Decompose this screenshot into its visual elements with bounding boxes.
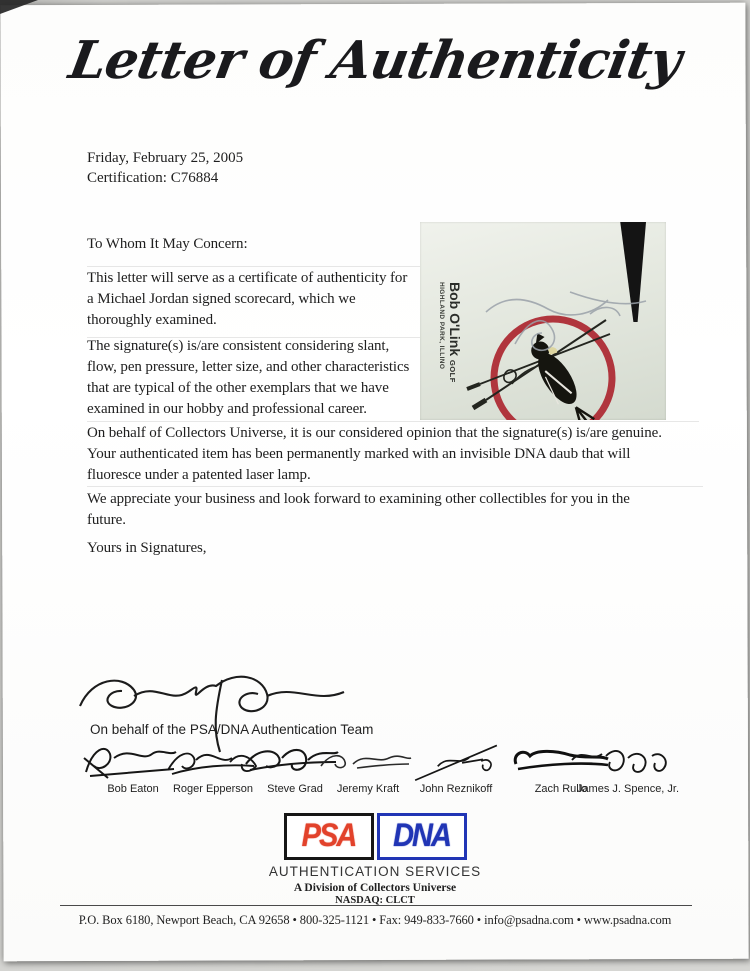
- psa-dna-logo: [0, 813, 750, 906]
- club-emblem-graphic: [420, 222, 666, 420]
- paragraph-2-line: The signature(s) is/are consistent considering slant,: [87, 338, 390, 354]
- dna-logo-text: DNA: [393, 818, 450, 854]
- signer-james-spence: [568, 742, 688, 795]
- paragraph-4-line: We appreciate your business and look forward to examining other collectibles for you in the: [87, 491, 630, 507]
- paragraph-4: [87, 489, 630, 531]
- salutation: To Whom It May Concern:: [87, 236, 248, 252]
- signer-name: Roger Epperson: [172, 783, 254, 795]
- club-golf-text: GOLF: [448, 360, 457, 383]
- paragraph-4-line: future.: [87, 512, 126, 528]
- club-location: HIGHLAND PARK, ILLINO: [438, 282, 445, 370]
- signer-john-reznikoff: [401, 742, 511, 795]
- paragraph-3: [87, 423, 662, 486]
- nasdaq-label: NASDAQ: CLCT: [335, 895, 415, 906]
- footer-divider: [60, 905, 692, 906]
- paragraph-2: [87, 336, 409, 420]
- signature-scribble: [401, 742, 511, 782]
- scan-streak: [87, 266, 439, 267]
- signer-name: Steve Grad: [267, 783, 323, 795]
- date-block: [87, 148, 243, 188]
- signer-name: Zach Rullo: [534, 783, 588, 795]
- signer-name: Bob Eaton: [107, 783, 159, 795]
- signer-name: Jeremy Kraft: [336, 783, 400, 795]
- paragraph-2-line: flow, pen pressure, letter size, and other characteristics: [87, 359, 410, 375]
- paragraph-1-line: This letter will serve as a certificate of authenticity for: [87, 270, 408, 286]
- certification-number: Certification: C76884: [87, 170, 219, 186]
- psa-logo-box: [284, 813, 374, 860]
- signer-name: James J. Spence, Jr.: [576, 783, 680, 795]
- footer-contact-line: P.O. Box 6180, Newport Beach, CA 92658 • 800-325-1121 • Fax: 949-833-7660 • info@psadna.com • www.psadna.com: [78, 913, 672, 927]
- scan-streak: [87, 421, 699, 422]
- paragraph-1-line: a Michael Jordan signed scorecard, which we: [87, 291, 356, 307]
- scan-streak: [87, 337, 443, 338]
- paragraph-3-line: Your authenticated item has been permanently marked with an invisible DNA daub that will: [87, 446, 631, 462]
- psa-logo-text: PSA: [301, 818, 356, 854]
- dna-logo-box: [377, 813, 467, 860]
- team-line: On behalf of the PSA/DNA Authentication Team: [90, 722, 374, 737]
- paragraph-3-line: On behalf of Collectors Universe, it is our considered opinion that the signature(s) is/are genuine.: [87, 425, 662, 441]
- paragraph-1: [87, 268, 407, 331]
- scan-streak: [87, 486, 703, 487]
- closing-line: Yours in Signatures,: [87, 540, 207, 556]
- logo-boxes: [284, 813, 467, 860]
- signature-scribble: [568, 742, 680, 782]
- scorecard-photo: [420, 222, 666, 420]
- club-name-text: Bob O'Link: [447, 282, 463, 357]
- signer-name: John Reznikoff: [419, 783, 493, 795]
- division-label: A Division of Collectors Universe: [293, 882, 457, 894]
- letter-date: Friday, February 25, 2005: [87, 150, 244, 166]
- paragraph-1-line: thoroughly examined.: [87, 312, 217, 328]
- authentication-services-label: AUTHENTICATION SERVICES: [268, 864, 482, 879]
- letter-title: Letter of Authenticity: [64, 30, 686, 91]
- paragraph-3-line: fluoresce under a patented laser lamp.: [87, 467, 311, 483]
- paragraph-2-line: examined in our hobby and professional career.: [87, 401, 367, 417]
- paragraph-2-line: that are typical of the other exemplars that we have: [87, 380, 389, 396]
